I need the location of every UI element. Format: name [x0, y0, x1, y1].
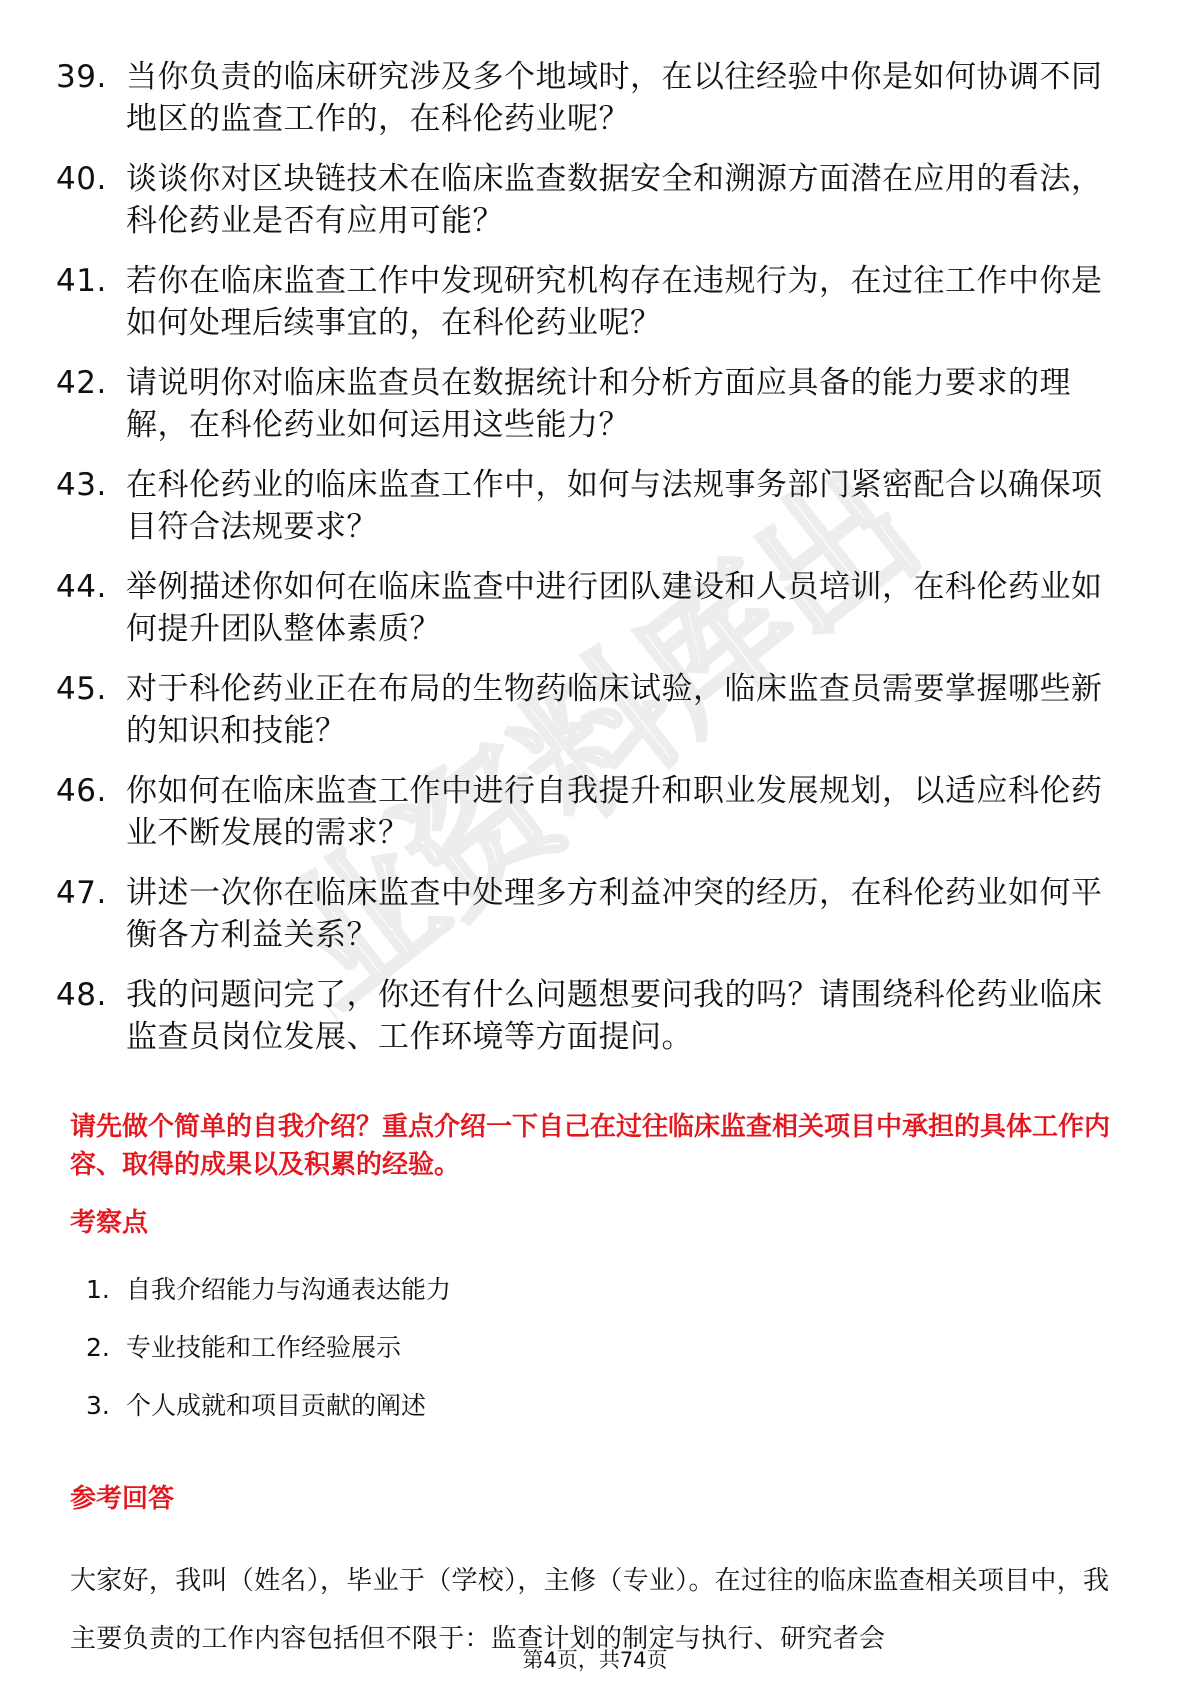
question-text: 请说明你对临床监查员在数据统计和分析方面应具备的能力要求的理解，在科伦药业如何运用这些能力？	[126, 365, 1071, 443]
question-item	[56, 464, 1116, 548]
question-number: 46.	[56, 773, 107, 809]
point-item	[86, 1388, 451, 1446]
point-text: 个人成就和项目贡献的阐述	[126, 1391, 427, 1420]
point-number: 3.	[86, 1391, 110, 1420]
point-number: 1.	[86, 1275, 110, 1304]
question-text: 你如何在临床监查工作中进行自我提升和职业发展规划，以适应科伦药业不断发展的需求？	[126, 773, 1103, 851]
question-number: 39.	[56, 59, 107, 95]
question-number: 47.	[56, 875, 107, 911]
question-item	[56, 158, 1116, 242]
point-text: 自我介绍能力与沟通表达能力	[126, 1275, 452, 1304]
point-number: 2.	[86, 1333, 110, 1362]
question-item	[56, 668, 1116, 752]
point-text: 专业技能和工作经验展示	[126, 1333, 402, 1362]
question-number: 44.	[56, 569, 107, 605]
question-number: 48.	[56, 977, 107, 1013]
question-list	[56, 56, 1116, 1076]
question-item	[56, 260, 1116, 344]
question-text: 我的问题问完了，你还有什么问题想要问我的吗？请围绕科伦药业临床监查员岗位发展、工作环境等方面提问。	[126, 977, 1103, 1055]
question-text: 当你负责的临床研究涉及多个地域时，在以往经验中你是如何协调不同地区的监查工作的，在科伦药业呢？	[126, 59, 1103, 137]
question-number: 40.	[56, 161, 107, 197]
question-item	[56, 56, 1116, 140]
watermark-text: 职业资料库出品	[189, 364, 1011, 1116]
question-text: 讲述一次你在临床监查中处理多方利益冲突的经历，在科伦药业如何平衡各方利益关系？	[126, 875, 1103, 953]
point-item	[86, 1272, 451, 1330]
point-item	[86, 1330, 451, 1388]
question-number: 45.	[56, 671, 107, 707]
answer-heading: 参考回答	[70, 1484, 175, 1514]
question-text: 对于科伦药业正在布局的生物药临床试验，临床监查员需要掌握哪些新的知识和技能？	[126, 671, 1103, 749]
featured-question: 请先做个简单的自我介绍？重点介绍一下自己在过往临床监查相关项目中承担的具体工作内容、取得的成果以及积累的经验。	[70, 1112, 1111, 1180]
points-heading: 考察点	[70, 1208, 149, 1238]
question-item	[56, 872, 1116, 956]
question-item	[56, 566, 1116, 650]
question-text: 在科伦药业的临床监查工作中，如何与法规事务部门紧密配合以确保项目符合法规要求？	[126, 467, 1103, 545]
answer-paragraph: 大家好，我叫（姓名），毕业于（学校），主修（专业）。在过往的临床监查相关项目中，我主要负责的工作内容包括但不限于：监查计划的制定与执行、研究者会	[70, 1566, 1110, 1654]
question-number: 42.	[56, 365, 107, 401]
question-item	[56, 770, 1116, 854]
points-list	[86, 1272, 451, 1446]
question-text: 若你在临床监查工作中发现研究机构存在违规行为，在过往工作中你是如何处理后续事宜的，在科伦药业呢？	[126, 263, 1103, 341]
page-footer: 第4页，共74页	[522, 1648, 668, 1672]
question-text: 谈谈你对区块链技术在临床监查数据安全和溯源方面潜在应用的看法，科伦药业是否有应用可能？	[126, 161, 1103, 239]
question-number: 41.	[56, 263, 107, 299]
question-item	[56, 362, 1116, 446]
question-number: 43.	[56, 467, 107, 503]
question-text: 举例描述你如何在临床监查中进行团队建设和人员培训，在科伦药业如何提升团队整体素质？	[126, 569, 1103, 647]
question-item	[56, 974, 1116, 1058]
